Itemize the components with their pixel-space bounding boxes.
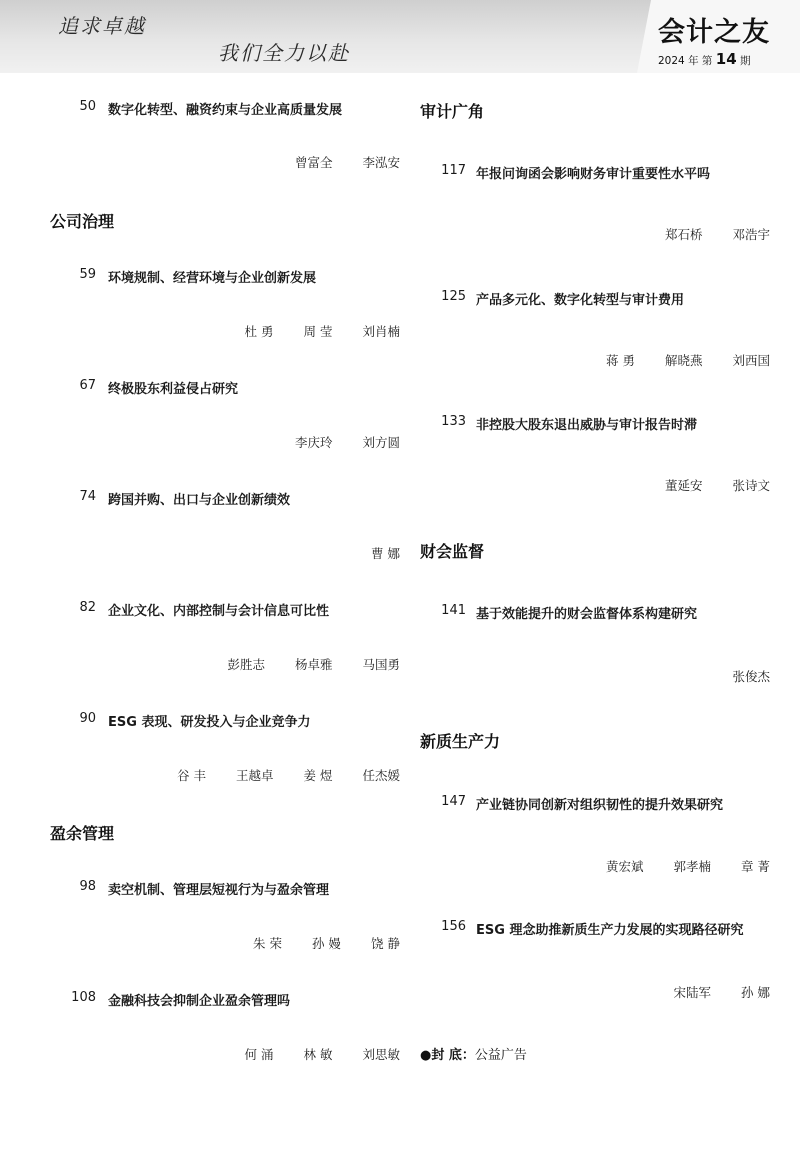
article-title[interactable]: 产品多元化、数字化转型与审计费用 (476, 293, 685, 308)
author: 刘方圆 (362, 435, 400, 450)
article-title[interactable]: 数字化转型、融资约束与企业高质量发展 (108, 103, 343, 118)
section-heading: 公司治理 (50, 212, 115, 231)
article-authors (215, 1045, 400, 1063)
article-authors (644, 983, 771, 1001)
author: 郭孝楠 (673, 859, 712, 874)
article-title[interactable]: 基于效能提升的财会监督体系构建研究 (476, 607, 698, 622)
article-page-number: 141 (441, 603, 466, 618)
article-authors (265, 433, 400, 451)
author: 刘思敏 (362, 1047, 400, 1062)
issue-number: 14 (715, 50, 737, 68)
issue-suffix: 期 (739, 55, 751, 67)
back-cover-label: ●封 底： (420, 1048, 475, 1063)
article-page-number: 74 (79, 489, 96, 504)
author: 马国勇 (362, 657, 400, 672)
author: 章 菁 (741, 859, 770, 874)
article-title[interactable]: ESG 理念助推新质生产力发展的实现路径研究 (476, 923, 744, 938)
author: 张诗文 (732, 478, 770, 493)
author: 周 莹 (303, 324, 333, 339)
header-banner (0, 0, 800, 73)
author: 宋陆军 (673, 985, 712, 1000)
author: 刘西国 (732, 353, 770, 368)
back-cover-note (420, 1044, 527, 1063)
article-page-number: 147 (441, 794, 466, 809)
author: 饶 静 (371, 936, 400, 951)
slogan-line-1: 追求卓越 (58, 14, 146, 38)
article-title[interactable]: 卖空机制、管理层短视行为与盈余管理 (108, 883, 330, 898)
article-title[interactable]: 企业文化、内部控制与会计信息可比性 (108, 604, 330, 619)
article-title[interactable]: 跨国并购、出口与企业创新绩效 (108, 493, 291, 508)
article-page-number: 156 (441, 919, 466, 934)
author: 林 敏 (303, 1047, 333, 1062)
article-authors (576, 857, 770, 875)
author: 王越卓 (235, 768, 274, 783)
issue-year-suffix: 年 (688, 55, 699, 67)
author: 蒋 勇 (605, 353, 635, 368)
article-page-number: 67 (79, 378, 96, 393)
author: 董延安 (664, 478, 703, 493)
article-page-number: 125 (441, 289, 466, 304)
author: 李庆玲 (294, 435, 333, 450)
article-title[interactable]: 年报问询函会影响财务审计重要性水平吗 (476, 167, 711, 182)
article-page-number: 82 (79, 600, 96, 615)
article-page-number: 50 (79, 99, 96, 114)
author: 何 涌 (244, 1047, 274, 1062)
author: 邓浩宇 (732, 227, 770, 242)
back-cover-text: 公益广告 (474, 1048, 527, 1063)
author: 张俊杰 (732, 669, 770, 684)
article-authors (197, 655, 400, 673)
article-page-number: 133 (441, 414, 466, 429)
author: 曾富全 (294, 155, 333, 170)
section-heading: 盈余管理 (50, 824, 115, 843)
article-title[interactable]: 环境规制、经营环境与企业创新发展 (108, 271, 317, 286)
issue-year: 2024 (658, 55, 685, 67)
section-heading: 财会监督 (420, 542, 485, 561)
author: 任杰媛 (362, 768, 400, 783)
article-authors (576, 351, 770, 369)
issue-info (658, 50, 750, 68)
author: 黄宏斌 (605, 859, 644, 874)
section-heading: 新质生产力 (420, 732, 501, 751)
article-authors (635, 476, 770, 494)
article-title[interactable]: 终极股东利益侵占研究 (108, 382, 239, 397)
author: 姜 煜 (303, 768, 333, 783)
article-authors (702, 667, 770, 685)
author: 杜 勇 (244, 324, 274, 339)
author: 李泓安 (362, 155, 400, 170)
author: 谷 丰 (177, 768, 206, 783)
article-page-number: 59 (79, 267, 96, 282)
author: 解晓燕 (664, 353, 703, 368)
article-authors (265, 153, 400, 171)
author: 孙 嫚 (312, 936, 342, 951)
article-page-number: 117 (441, 163, 466, 178)
article-page-number: 98 (79, 879, 96, 894)
article-authors (147, 766, 400, 784)
article-page-number: 90 (79, 711, 96, 726)
article-authors (215, 322, 400, 340)
author: 朱 荣 (253, 936, 283, 951)
slogan-line-2: 我们全力以赴 (218, 41, 350, 65)
author: 刘肖楠 (362, 324, 400, 339)
section-heading: 审计广角 (420, 102, 485, 121)
journal-title: 会计之友 (658, 17, 770, 48)
article-authors (341, 544, 400, 562)
author: 杨卓雅 (294, 657, 333, 672)
article-title[interactable]: ESG 表现、研发投入与企业竞争力 (108, 715, 311, 730)
author: 郑石桥 (664, 227, 703, 242)
article-authors (635, 225, 770, 243)
author: 彭胜志 (227, 657, 265, 672)
author: 孙 娜 (741, 985, 770, 1000)
article-title[interactable]: 金融科技会抑制企业盈余管理吗 (108, 994, 291, 1009)
article-title[interactable]: 非控股大股东退出威胁与审计报告时滞 (476, 418, 698, 433)
article-title[interactable]: 产业链协同创新对组织韧性的提升效果研究 (476, 798, 724, 813)
author: 曹 娜 (371, 546, 400, 561)
issue-prefix: 第 (701, 55, 713, 67)
article-authors (223, 934, 400, 952)
article-page-number: 108 (71, 990, 96, 1005)
